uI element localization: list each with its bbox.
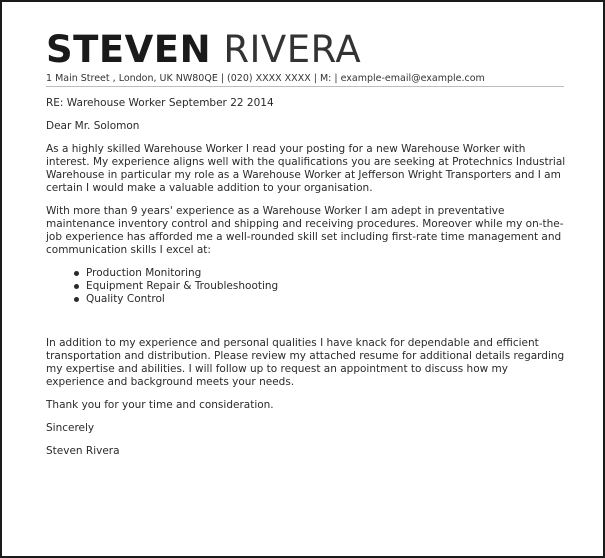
skill-label: Quality Control [86,293,165,305]
applicant-name [46,30,361,70]
skill-label: Production Monitoring [86,267,202,279]
paragraph-experience: With more than 9 years' experience as a Warehouse Worker I am adept in preventative maintenance inventory control and shipping and receiving procedures. Moreover while my on-the-job experience has afforded me a well-rounded skill set including first-rate time management and communication skills I excel at: [46,205,564,256]
paragraph-closing: In addition to my experience and personal qualities I have knack for dependable and efficient transportation and distribution. Please review my attached resume for additional details regarding my expertise and abilities. I will follow up to request an appointment to discuss how my experience and background meets your needs. [46,337,565,388]
list-item [46,267,566,280]
letter-header [46,30,361,70]
closing-line: Sincerely [46,422,95,434]
skills-list [46,267,566,306]
signature: Steven Rivera [46,445,120,457]
letter-body [46,97,566,458]
first-name: STEVEN [46,28,212,71]
skill-label: Equipment Repair & Troubleshooting [86,280,279,292]
contact-line: 1 Main Street , London, UK NW80QE | (020) XXXX XXXX | M: | example-email@example.com [46,73,485,84]
list-item [46,280,566,293]
header-divider [46,86,564,87]
paragraph-intro: As a highly skilled Warehouse Worker I read your posting for a new Warehouse Worker with interest. My experience aligns well with the qualifications you are seeking at Protechnics Industrial Warehouse in particular my role as a Warehouse Worker at Jefferson Wright Transporters and I am certain I would make a valuable addition to your organisation. [46,143,566,194]
list-item [46,293,566,306]
last-name: RIVERA [223,28,362,71]
bullet-icon [74,297,79,302]
bullet-icon [74,284,79,289]
re-line: RE: Warehouse Worker September 22 2014 [46,97,274,109]
bullet-icon [74,271,79,276]
salutation: Dear Mr. Solomon [46,120,140,132]
thanks-line: Thank you for your time and consideration. [46,399,274,411]
